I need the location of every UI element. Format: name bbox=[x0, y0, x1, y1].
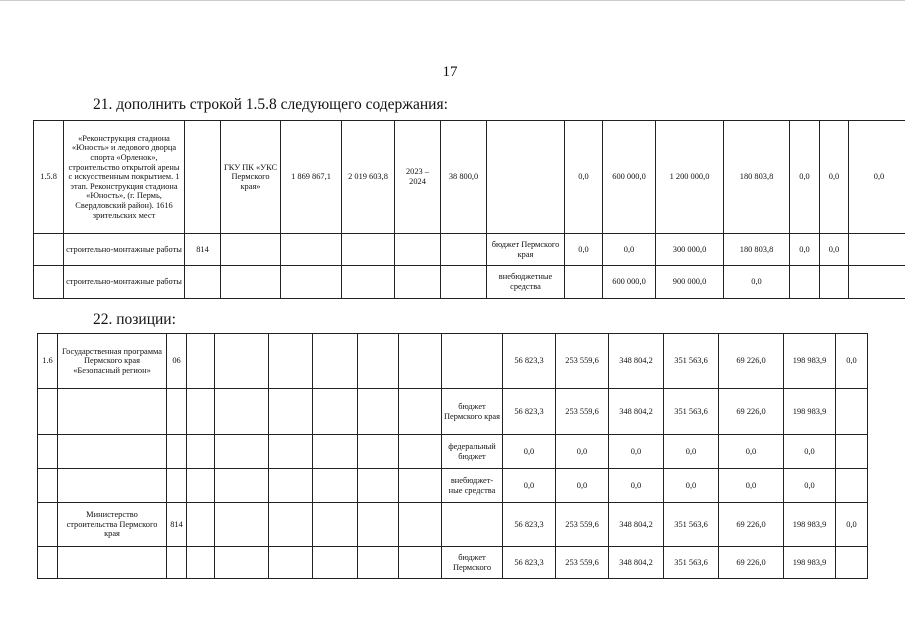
table-row-1-5-8 bbox=[33, 120, 905, 299]
value-cell: 0,0 bbox=[556, 469, 609, 503]
value-cell: 351 563,6 bbox=[664, 334, 719, 389]
funding-source: внебюджет-ные средства bbox=[442, 469, 503, 503]
value-cell: 0,0 bbox=[565, 121, 603, 234]
value-cell: 198 983,9 bbox=[784, 334, 836, 389]
value-cell: 0,0 bbox=[556, 435, 609, 469]
value-cell: 351 563,6 bbox=[664, 547, 719, 579]
value-cell: 69 226,0 bbox=[719, 334, 784, 389]
value-cell: 56 823,3 bbox=[503, 334, 556, 389]
value-cell: 0,0 bbox=[603, 234, 656, 266]
table-positions bbox=[37, 333, 868, 579]
value-cell: 253 559,6 bbox=[556, 389, 609, 435]
table-row bbox=[38, 435, 868, 469]
value-cell: 198 983,9 bbox=[784, 389, 836, 435]
value-cell: 300 000,0 bbox=[656, 234, 724, 266]
value-cell: 900 000,0 bbox=[656, 266, 724, 299]
table-row bbox=[38, 389, 868, 435]
value-cell: 180 803,8 bbox=[724, 121, 790, 234]
value-cell: 0,0 bbox=[784, 435, 836, 469]
value-cell: 69 226,0 bbox=[719, 389, 784, 435]
ministry-code: 814 bbox=[167, 503, 187, 547]
value-cell: 348 804,2 bbox=[609, 334, 664, 389]
ministry-name: Министерство строительства Пермского края bbox=[58, 503, 167, 547]
value-cell: 0,0 bbox=[790, 121, 820, 234]
object-name: «Реконструкция стадиона «Юность» и ледового дворца спорта «Орленок», строительство открытой арены с искусственным покрытием. 1 этап. Реконструкция стадиона «Юность», (г. Пермь, Свердловский район). 1616 зрительских мест bbox=[64, 121, 185, 234]
executor: ГКУ ПК «УКС Пермского края» bbox=[221, 121, 281, 234]
value-cell: 0,0 bbox=[719, 469, 784, 503]
estimated-cost-current: 2 019 603,8 bbox=[342, 121, 395, 234]
value-cell: 0,0 bbox=[503, 469, 556, 503]
value-cell: 0,0 bbox=[503, 435, 556, 469]
estimated-cost: 1 869 867,1 bbox=[281, 121, 342, 234]
table-row bbox=[38, 469, 868, 503]
value-cell: 253 559,6 bbox=[556, 547, 609, 579]
value-cell: 0,0 bbox=[849, 121, 905, 234]
value-cell: 1 200 000,0 bbox=[656, 121, 724, 234]
value-cell: 0,0 bbox=[820, 234, 849, 266]
value-cell: 69 226,0 bbox=[719, 547, 784, 579]
value-cell: 0,0 bbox=[790, 234, 820, 266]
value-cell: 351 563,6 bbox=[664, 389, 719, 435]
funding-source: бюджет Пермского края bbox=[487, 234, 565, 266]
value-cell: 253 559,6 bbox=[556, 334, 609, 389]
value-cell: 348 804,2 bbox=[609, 389, 664, 435]
value-cell: 56 823,3 bbox=[503, 547, 556, 579]
value-cell: 0,0 bbox=[836, 334, 868, 389]
program-name: Государственная программа Пермского края «Безопасный регион» bbox=[58, 334, 167, 389]
value-cell: 56 823,3 bbox=[503, 389, 556, 435]
table-row bbox=[38, 334, 868, 389]
value-cell: 0,0 bbox=[664, 435, 719, 469]
value-cell: 253 559,6 bbox=[556, 503, 609, 547]
budget-code: 814 bbox=[185, 234, 221, 266]
value-cell: 600 000,0 bbox=[603, 121, 656, 234]
value-cell: 351 563,6 bbox=[664, 503, 719, 547]
value-cell: 348 804,2 bbox=[609, 503, 664, 547]
capacity: 38 800,0 bbox=[441, 121, 487, 234]
value-cell: 600 000,0 bbox=[603, 266, 656, 299]
value-cell: 198 983,9 bbox=[784, 503, 836, 547]
funding-source: бюджет Пермского края bbox=[442, 389, 503, 435]
value-cell: 0,0 bbox=[719, 435, 784, 469]
work-type: строительно-монтажные работы bbox=[64, 266, 185, 299]
value-cell: 69 226,0 bbox=[719, 503, 784, 547]
value-cell: 0,0 bbox=[609, 469, 664, 503]
work-type: строительно-монтажные работы bbox=[64, 234, 185, 266]
table-row bbox=[34, 266, 905, 299]
value-cell: 180 803,8 bbox=[724, 234, 790, 266]
funding-source: бюджет Пермского bbox=[442, 547, 503, 579]
value-cell: 0,0 bbox=[609, 435, 664, 469]
value-cell: 0,0 bbox=[664, 469, 719, 503]
value-cell: 0,0 bbox=[836, 503, 868, 547]
value-cell: 0,0 bbox=[565, 234, 603, 266]
heading-positions: 22. позиции: bbox=[93, 311, 176, 328]
value-cell: 198 983,9 bbox=[784, 547, 836, 579]
funding-source: федеральный бюджет bbox=[442, 435, 503, 469]
value-cell: 0,0 bbox=[820, 121, 849, 234]
row-number: 1.5.8 bbox=[34, 121, 64, 234]
scan-top-edge bbox=[0, 0, 905, 3]
table-row bbox=[38, 503, 868, 547]
page-number: 17 bbox=[442, 64, 458, 80]
period: 2023 – 2024 bbox=[395, 121, 441, 234]
program-code: 06 bbox=[167, 334, 187, 389]
value-cell: 0,0 bbox=[784, 469, 836, 503]
table-row bbox=[34, 121, 905, 234]
funding-source: внебюджетные средства bbox=[487, 266, 565, 299]
value-cell: 348 804,2 bbox=[609, 547, 664, 579]
heading-add-row: 21. дополнить строкой 1.5.8 следующего содержания: bbox=[93, 96, 448, 113]
value-cell: 56 823,3 bbox=[503, 503, 556, 547]
table-row bbox=[34, 234, 905, 266]
value-cell: 0,0 bbox=[724, 266, 790, 299]
row-number: 1.6 bbox=[38, 334, 58, 389]
table-row bbox=[38, 547, 868, 579]
